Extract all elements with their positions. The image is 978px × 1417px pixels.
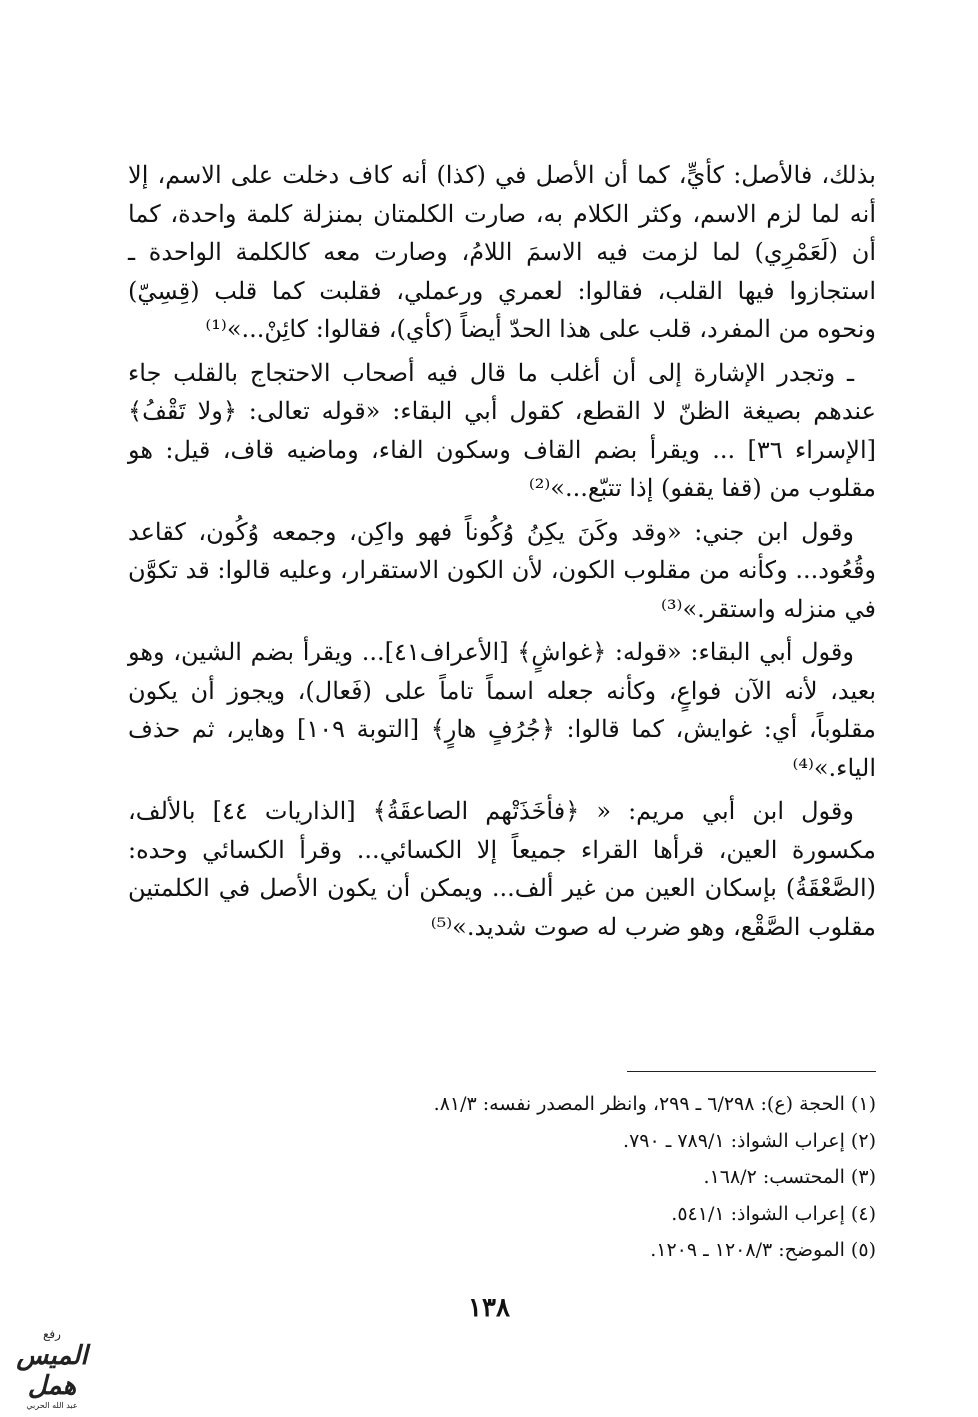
main-text-block bbox=[128, 156, 876, 951]
body-paragraph: وقول ابن جني: «وقد وكَنَ يكِنُ وُكُوناً فهو واكِن، وجمعه وُكُون، كقاعد وقُعُود... وكأنه من مقلوب الكون، لأن الكون الاستقرار، وعليه قالوا: قد تكوَّن في منزله واستقر.»⁽³⁾ bbox=[128, 517, 877, 623]
footnote: (١) الحجة (ع): ٦/٢٩٨ ـ ٢٩٩، وانظر المصدر نفسه: ٨١/٣. bbox=[433, 1093, 876, 1115]
body-paragraph: بذلك، فالأصل: كأيٍّ، كما أن الأصل في (كذا) أنه كاف دخلت على الاسم، إلا أنه لما لزم الاسم، وكثر الكلام به، صارت الكلمتان بمنزلة كلمة واحدة، كما أن (لَعَمْرِي) لما لزمت فيه الاسمَ اللامُ، وصارت معه كالكلمة الواحدة ـ استجازوا فيها القلب، فقالوا: لعمري ورعملي، فقلبت كما قلب (قِسِيّ) ونحوه من المفرد، قلب على هذا الحدّ أيضاً (كأي)، فقالوا: كائِنْ...»⁽¹⁾ bbox=[128, 161, 876, 343]
footnote: (٤) إعراب الشواذ: ٥٤١/١. bbox=[671, 1202, 876, 1225]
body-paragraph: وقول أبي البقاء: «قوله: ﴿غواشٍ﴾ [الأعراف٤١]... ويقرأ بضم الشين، وهو بعيد، لأنه الآن فواعٍ، وكأنه جعله اسماً تاماً على (فَعال)، ويجوز أن يكون مقلوباً، أي: غوايش، كما قالوا: ﴿جُرُفٍ هارٍ﴾ [التوبة ١٠٩] وهاير، ثم حذف الياء.»⁽⁴⁾ bbox=[128, 638, 876, 782]
footnotes-section bbox=[128, 1086, 876, 1269]
stamp-line: عبد الله الحربي bbox=[26, 1401, 78, 1410]
stamp-signature: الميس همل bbox=[16, 1341, 88, 1401]
calligraphy-stamp-logo bbox=[8, 1327, 96, 1410]
footnote: (٢) إعراب الشواذ: ٧٨٩/١ ـ ٧٩٠. bbox=[623, 1129, 876, 1152]
footnote: (٥) الموضح: ١٢٠٨/٣ ـ ١٢٠٩. bbox=[650, 1239, 876, 1261]
stamp-line: رفع bbox=[43, 1327, 61, 1341]
body-paragraph: وقول ابن أبي مريم: « ﴿فأخَذَتْهم الصاعقَةُ﴾ [الذاريات ٤٤] بالألف، مكسورة العين، قرأها القراء جميعاً إلا الكسائي... وقرأ الكسائي وحده: (الصَّعْقَةُ) بإسكان العين من غير ألف... ويمكن أن يكون الأصل في الكلمتين مقلوب الصَّقْع، وهو ضرب له صوت شديد.»⁽⁵⁾ bbox=[128, 797, 876, 941]
page-number: ١٣٨ bbox=[468, 1293, 510, 1323]
footnote: (٣) المحتسب: ١٦٨/٢. bbox=[703, 1166, 876, 1188]
body-paragraph: ـ وتجدر الإشارة إلى أن أغلب ما قال فيه أصحاب الاحتجاج بالقلب جاء عندهم بصيغة الظنّ لا القطع، كقول أبي البقاء: «قوله تعالى: ﴿ولا تَقْفُ﴾ [الإسراء ٣٦] ... ويقرأ بضم القاف وسكون الفاء، وماضيه قاف، قيل: هو مقلوب من (قفا يقفو) إذا تتبّع...»⁽²⁾ bbox=[128, 358, 877, 502]
footnote-separator bbox=[627, 1071, 876, 1072]
